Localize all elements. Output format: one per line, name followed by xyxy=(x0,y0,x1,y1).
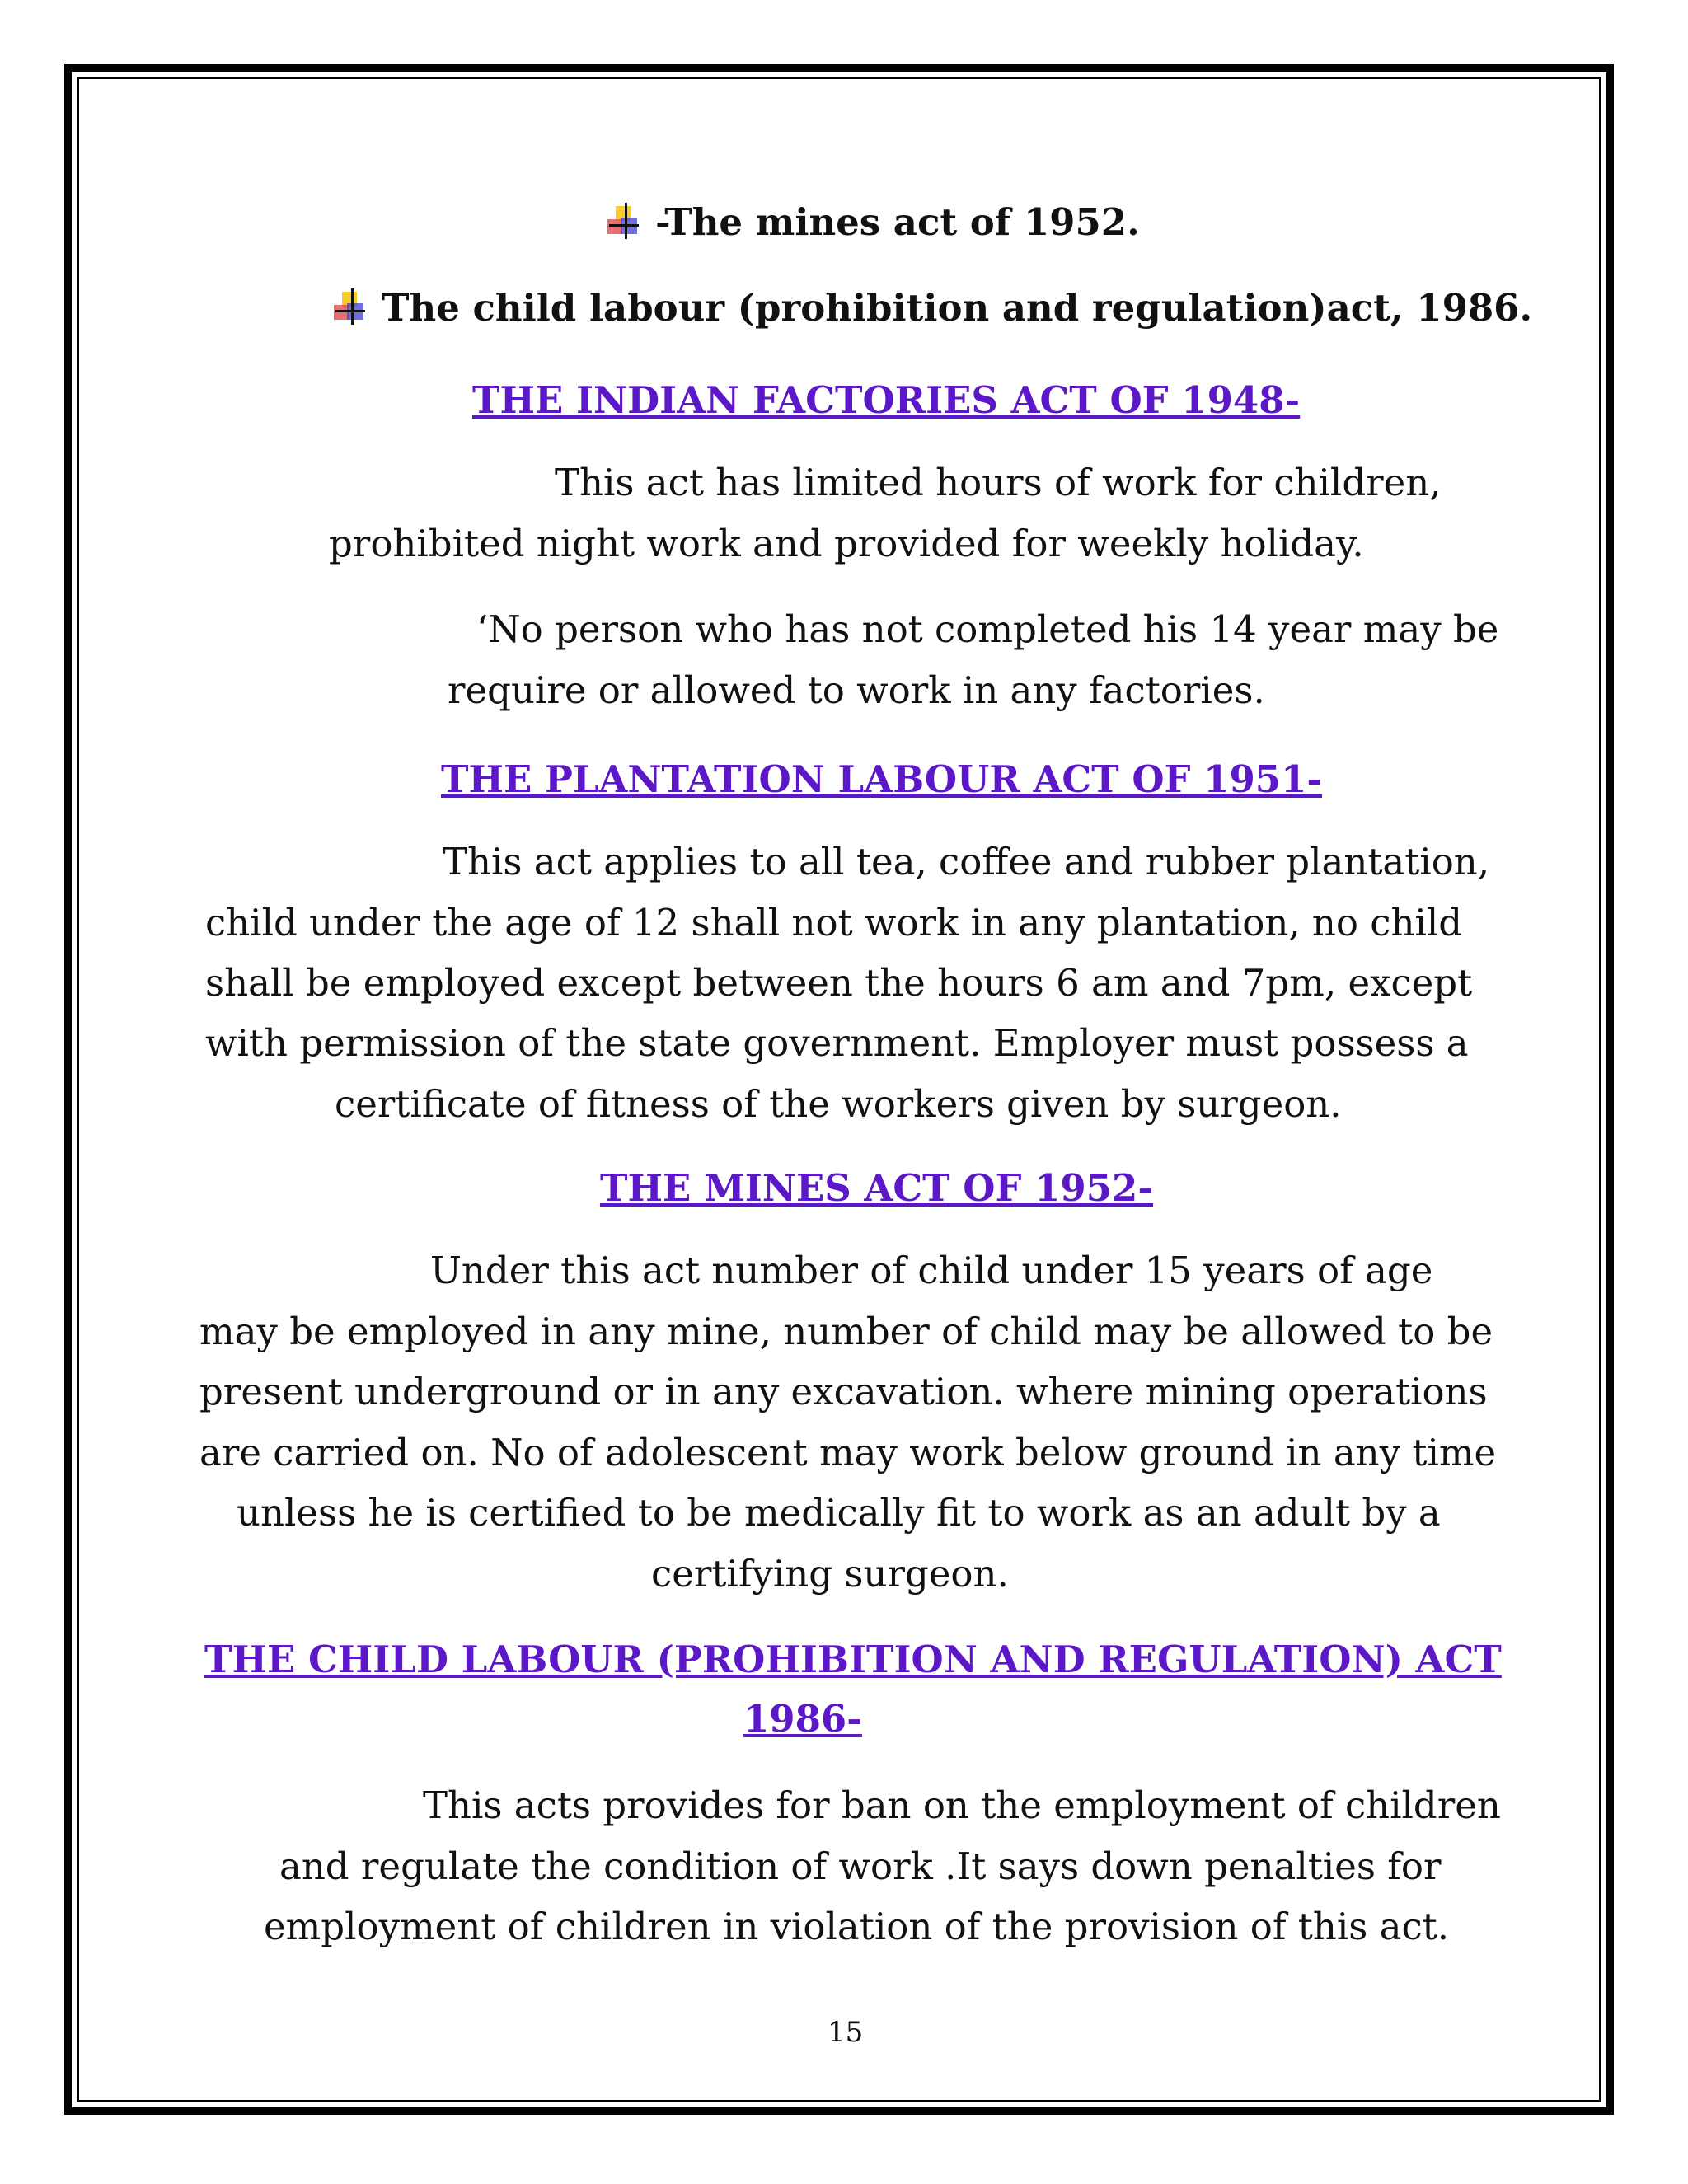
paragraph-line: ‘No person who has not completed his 14 year may be xyxy=(476,607,1499,651)
paragraph-line: require or allowed to work in any factories. xyxy=(448,668,1265,712)
paragraph-line: This acts provides for ban on the employment of children xyxy=(423,1783,1501,1827)
page-number: 15 xyxy=(828,2016,864,2049)
paragraph-line: This act applies to all tea, coffee and rubber plantation, xyxy=(443,840,1490,883)
bullet-item-mines xyxy=(606,199,1140,246)
paragraph-line: Under this act number of child under 15 years of age xyxy=(430,1249,1433,1292)
paragraph-line: This act has limited hours of work for children, xyxy=(555,461,1442,504)
paragraph-line: certifying surgeon. xyxy=(651,1552,1009,1596)
bullet-text: The child labour (prohibition and regulation)act, 1986. xyxy=(382,286,1533,330)
paragraph-line: and regulate the condition of work .It says down penalties for xyxy=(279,1844,1442,1888)
bullet-item-child-labour xyxy=(332,285,1532,331)
paragraph-line: are carried on. No of adolescent may work below ground in any time xyxy=(199,1431,1497,1474)
paragraph-line: certificate of fitness of the workers given by surgeon. xyxy=(335,1082,1342,1126)
bullet-icon xyxy=(332,288,372,328)
paragraph-line: employment of children in violation of the provision of this act. xyxy=(264,1905,1450,1948)
bullet-icon xyxy=(606,203,645,242)
paragraph-line: unless he is certified to be medically fit to work as an adult by a xyxy=(237,1491,1441,1535)
paragraph-line: prohibited night work and provided for weekly holiday. xyxy=(329,522,1364,565)
paragraph-line: with permission of the state government. Employer must possess a xyxy=(205,1021,1469,1065)
heading-mines-act: THE MINES ACT OF 1952- xyxy=(600,1166,1154,1210)
paragraph-line: present underground or in any excavation. where mining operations xyxy=(199,1370,1488,1413)
heading-child-labour-act-year: 1986- xyxy=(743,1697,862,1741)
bullet-text: -The mines act of 1952. xyxy=(655,200,1140,244)
heading-child-labour-act: THE CHILD LABOUR (PROHIBITION AND REGULATION) ACT xyxy=(204,1638,1502,1681)
paragraph-line: shall be employed except between the hours 6 am and 7pm, except xyxy=(205,961,1473,1005)
paragraph-line: child under the age of 12 shall not work in any plantation, no child xyxy=(205,901,1463,944)
paragraph-line: may be employed in any mine, number of child may be allowed to be xyxy=(199,1310,1493,1353)
heading-factories-act: THE INDIAN FACTORIES ACT OF 1948- xyxy=(472,378,1301,422)
heading-plantation-act: THE PLANTATION LABOUR ACT OF 1951- xyxy=(441,757,1323,801)
